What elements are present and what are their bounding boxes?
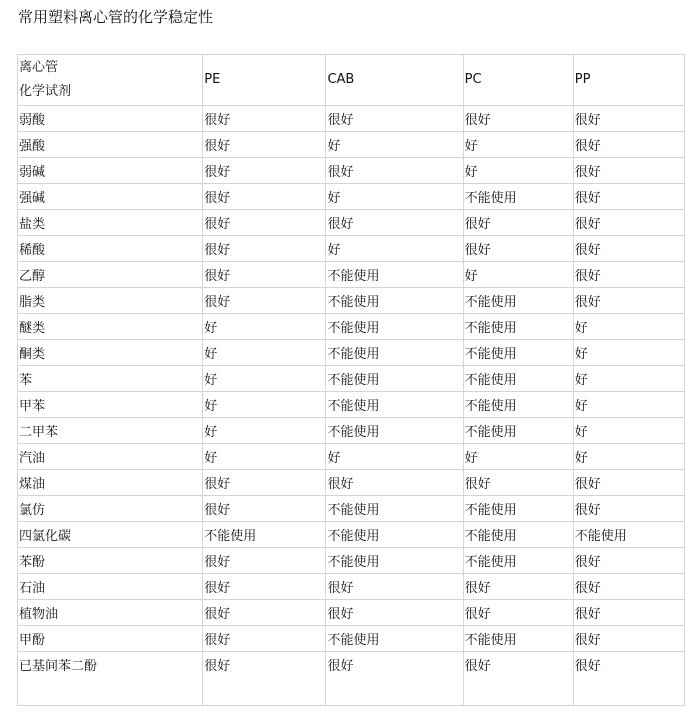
cab-cell: 很好 (326, 210, 463, 236)
cab-cell: 不能使用 (326, 496, 463, 522)
table-row (18, 184, 685, 210)
pe-cell: 很好 (203, 262, 326, 288)
pc-cell: 不能使用 (463, 340, 573, 366)
pe-cell: 很好 (203, 288, 326, 314)
cab-cell: 不能使用 (326, 392, 463, 418)
table-row (18, 106, 685, 132)
reagent-cell: 稀酸 (18, 236, 203, 262)
pp-cell: 很好 (573, 652, 684, 706)
cab-cell: 不能使用 (326, 366, 463, 392)
pe-cell: 很好 (203, 626, 326, 652)
pp-cell: 很好 (573, 106, 684, 132)
pc-cell: 很好 (463, 210, 573, 236)
pc-cell: 很好 (463, 470, 573, 496)
corner-label-tube: 离心管 (19, 60, 59, 75)
table-row (18, 470, 685, 496)
cab-cell: 很好 (326, 470, 463, 496)
cab-cell: 不能使用 (326, 548, 463, 574)
pp-cell: 很好 (573, 236, 684, 262)
pp-cell: 很好 (573, 600, 684, 626)
page-title: 常用塑料离心管的化学稳定性 (18, 8, 214, 26)
pc-cell: 不能使用 (463, 522, 573, 548)
pc-cell: 好 (463, 158, 573, 184)
pc-cell: 不能使用 (463, 392, 573, 418)
pc-cell: 不能使用 (463, 418, 573, 444)
pc-cell: 好 (463, 132, 573, 158)
pp-cell: 好 (573, 340, 684, 366)
table-row (18, 548, 685, 574)
reagent-cell: 乙醇 (18, 262, 203, 288)
pc-cell: 不能使用 (463, 548, 573, 574)
pp-cell: 很好 (573, 184, 684, 210)
pc-cell: 不能使用 (463, 184, 573, 210)
pp-cell: 很好 (573, 210, 684, 236)
table-row (18, 522, 685, 548)
table-row (18, 600, 685, 626)
table-row (18, 392, 685, 418)
pe-cell: 很好 (203, 184, 326, 210)
table-row (18, 158, 685, 184)
pc-cell: 好 (463, 444, 573, 470)
reagent-cell: 植物油 (18, 600, 203, 626)
pp-cell: 很好 (573, 158, 684, 184)
pp-cell: 好 (573, 314, 684, 340)
table-row (18, 366, 685, 392)
reagent-cell: 弱碱 (18, 158, 203, 184)
reagent-cell: 强碱 (18, 184, 203, 210)
cab-cell: 不能使用 (326, 314, 463, 340)
pe-cell: 好 (203, 340, 326, 366)
pp-cell: 很好 (573, 496, 684, 522)
pp-cell: 很好 (573, 288, 684, 314)
pc-cell: 很好 (463, 574, 573, 600)
pe-cell: 很好 (203, 158, 326, 184)
pe-cell: 好 (203, 392, 326, 418)
table-row (18, 314, 685, 340)
column-header-cab: CAB (326, 55, 463, 106)
column-header-pe: PE (203, 55, 326, 106)
pp-cell: 好 (573, 366, 684, 392)
column-header-pc: PC (463, 55, 573, 106)
table-row (18, 132, 685, 158)
table-row (18, 210, 685, 236)
chemical-stability-table (17, 54, 685, 706)
reagent-cell: 四氯化碳 (18, 522, 203, 548)
pe-cell: 很好 (203, 210, 326, 236)
cab-cell: 好 (326, 444, 463, 470)
reagent-cell: 石油 (18, 574, 203, 600)
cab-cell: 很好 (326, 600, 463, 626)
pc-cell: 好 (463, 262, 573, 288)
table-header-row (18, 55, 685, 106)
corner-header-cell (18, 55, 203, 106)
reagent-cell: 二甲苯 (18, 418, 203, 444)
pe-cell: 很好 (203, 106, 326, 132)
pe-cell: 好 (203, 444, 326, 470)
pc-cell: 很好 (463, 236, 573, 262)
reagent-cell: 煤油 (18, 470, 203, 496)
reagent-cell: 甲酚 (18, 626, 203, 652)
cab-cell: 很好 (326, 652, 463, 706)
pe-cell: 很好 (203, 600, 326, 626)
pc-cell: 很好 (463, 600, 573, 626)
pe-cell: 不能使用 (203, 522, 326, 548)
pp-cell: 很好 (573, 470, 684, 496)
table-row (18, 652, 685, 706)
cab-cell: 好 (326, 132, 463, 158)
pe-cell: 很好 (203, 652, 326, 706)
table-row (18, 288, 685, 314)
pe-cell: 很好 (203, 470, 326, 496)
pp-cell: 好 (573, 392, 684, 418)
pc-cell: 不能使用 (463, 626, 573, 652)
reagent-cell: 强酸 (18, 132, 203, 158)
cab-cell: 不能使用 (326, 340, 463, 366)
reagent-cell: 苯酚 (18, 548, 203, 574)
reagent-cell: 已基间苯二酚 (18, 652, 203, 706)
table-row (18, 574, 685, 600)
pp-cell: 很好 (573, 132, 684, 158)
pp-cell: 很好 (573, 262, 684, 288)
cab-cell: 不能使用 (326, 522, 463, 548)
pe-cell: 很好 (203, 574, 326, 600)
pc-cell: 不能使用 (463, 496, 573, 522)
reagent-cell: 氯仿 (18, 496, 203, 522)
pe-cell: 很好 (203, 496, 326, 522)
pp-cell: 不能使用 (573, 522, 684, 548)
pp-cell: 很好 (573, 626, 684, 652)
cab-cell: 不能使用 (326, 418, 463, 444)
reagent-cell: 盐类 (18, 210, 203, 236)
pp-cell: 很好 (573, 548, 684, 574)
cab-cell: 不能使用 (326, 288, 463, 314)
pc-cell: 很好 (463, 652, 573, 706)
table-row (18, 496, 685, 522)
pe-cell: 好 (203, 418, 326, 444)
column-header-pp: PP (573, 55, 684, 106)
table-row (18, 626, 685, 652)
reagent-cell: 苯 (18, 366, 203, 392)
pe-cell: 好 (203, 366, 326, 392)
reagent-cell: 酮类 (18, 340, 203, 366)
pp-cell: 好 (573, 418, 684, 444)
table-row (18, 340, 685, 366)
cab-cell: 很好 (326, 574, 463, 600)
cab-cell: 好 (326, 236, 463, 262)
pc-cell: 不能使用 (463, 288, 573, 314)
cab-cell: 很好 (326, 158, 463, 184)
cab-cell: 很好 (326, 106, 463, 132)
cab-cell: 不能使用 (326, 262, 463, 288)
reagent-cell: 弱酸 (18, 106, 203, 132)
pe-cell: 很好 (203, 548, 326, 574)
reagent-cell: 脂类 (18, 288, 203, 314)
pc-cell: 不能使用 (463, 366, 573, 392)
reagent-cell: 醚类 (18, 314, 203, 340)
pe-cell: 很好 (203, 132, 326, 158)
table-row (18, 262, 685, 288)
pp-cell: 好 (573, 444, 684, 470)
pp-cell: 很好 (573, 574, 684, 600)
cab-cell: 好 (326, 184, 463, 210)
pe-cell: 好 (203, 314, 326, 340)
pe-cell: 很好 (203, 236, 326, 262)
corner-label-reagent: 化学试剂 (19, 84, 72, 99)
reagent-cell: 汽油 (18, 444, 203, 470)
cab-cell: 不能使用 (326, 626, 463, 652)
table-row (18, 444, 685, 470)
pc-cell: 很好 (463, 106, 573, 132)
pc-cell: 不能使用 (463, 314, 573, 340)
table-row (18, 236, 685, 262)
reagent-cell: 甲苯 (18, 392, 203, 418)
table-row (18, 418, 685, 444)
